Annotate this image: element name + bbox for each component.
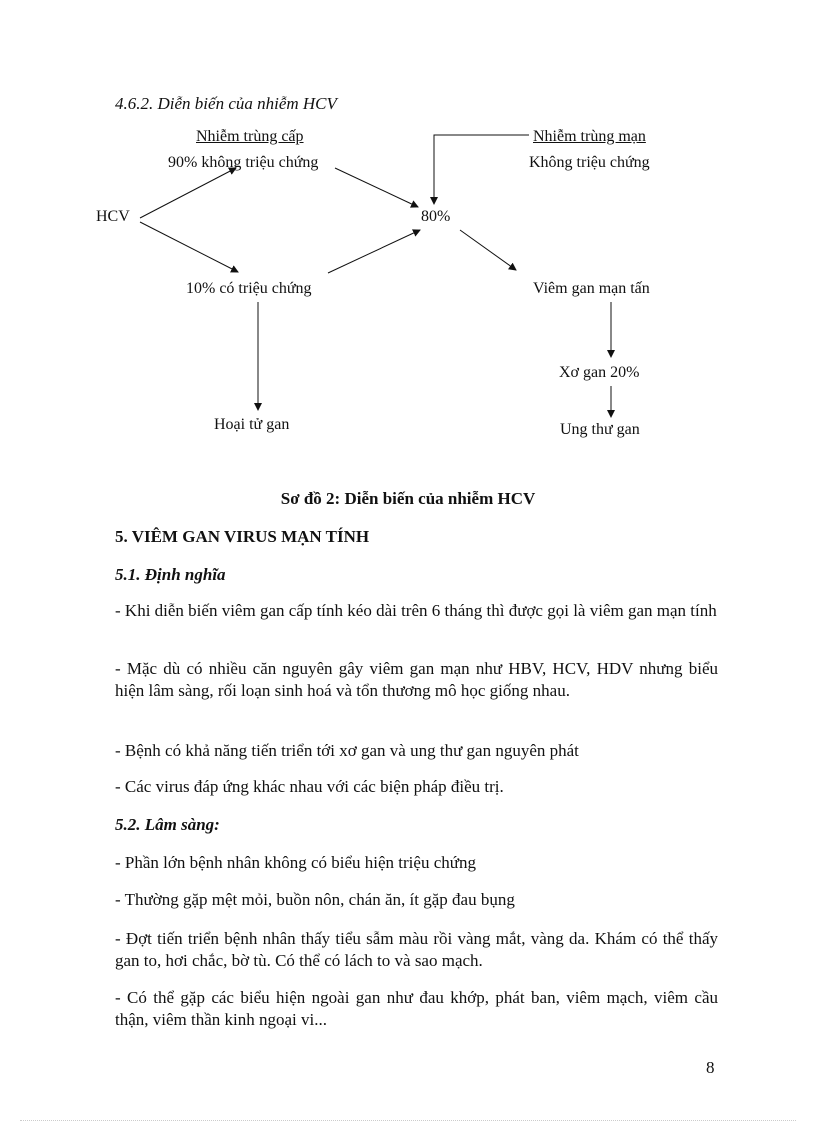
clinical-paragraph-3: - Đợt tiến triển bệnh nhân thấy tiểu sẫm màu rồi vàng mắt, vàng da. Khám có thể thấy gan to, hơi chắc, bờ tù. Có thể có lách to và sao mạch. [115,929,718,970]
arrow-acute-to-80 [335,168,418,207]
node-acute-sub: 90% không triệu chứng [168,154,319,171]
definition-paragraph-1: - Khi diễn biến viêm gan cấp tính kéo dài trên 6 tháng thì được gọi là viêm gan mạn tính [115,601,717,620]
node-necrosis: Hoại tử gan [214,416,290,433]
node-chronic-hepatitis: Viêm gan mạn tấn [533,280,650,297]
node-acute-title: Nhiễm trùng cấp [196,128,304,145]
definition-paragraph-4: - Các virus đáp ứng khác nhau với các biện pháp điều trị. [115,777,504,796]
arrow-hcv-to-acute [140,168,236,218]
page-number: 8 [706,1058,715,1077]
diagram-caption: Sơ đồ 2: Diễn biến của nhiễm HCV [280,489,536,508]
diagram-arrows [0,120,816,450]
arrow-hcv-to-symptomatic [140,222,238,272]
section-title: 5. VIÊM GAN VIRUS MẠN TÍNH [115,527,370,546]
clinical-paragraph-1: - Phần lớn bệnh nhân không có biểu hiện triệu chứng [115,853,476,872]
section-subheading: 4.6.2. Diễn biến của nhiễm HCV [115,94,337,113]
node-eighty-percent: 80% [421,208,451,225]
subsection-clinical-title: 5.2. Lâm sàng: [115,815,220,834]
node-liver-cancer: Ung thư gan [560,421,640,438]
node-chronic-sub: Không triệu chứng [529,154,650,171]
hcv-flow-diagram [0,120,816,450]
arrow-symptomatic-to-80 [328,230,420,273]
node-hcv: HCV [96,208,130,225]
definition-paragraph-2: - Mặc dù có nhiều căn nguyên gây viêm gan mạn như HBV, HCV, HDV nhưng biểu hiện lâm sàng, rối loạn sinh hoá và tổn thương mô học giống nhau. [115,659,718,700]
arrow-80-to-chronic-hepatitis [460,230,516,270]
clinical-paragraph-4: - Có thể gặp các biểu hiện ngoài gan như đau khớp, phát ban, viêm mạch, viêm cầu thận, viêm thần kinh ngoại vi... [115,988,718,1029]
clinical-paragraph-2: - Thường gặp mệt mỏi, buồn nôn, chán ăn, ít gặp đau bụng [115,890,515,909]
node-cirrhosis: Xơ gan 20% [559,364,640,381]
node-symptomatic: 10% có triệu chứng [186,280,312,297]
arrow-chronic-to-80 [434,135,529,204]
subsection-definition-title: 5.1. Định nghĩa [115,565,226,584]
definition-paragraph-3: - Bệnh có khả năng tiến triển tới xơ gan và ung thư gan nguyên phát [115,741,579,760]
page-bottom-divider [20,1120,796,1121]
node-chronic-title: Nhiễm trùng mạn [533,128,646,145]
